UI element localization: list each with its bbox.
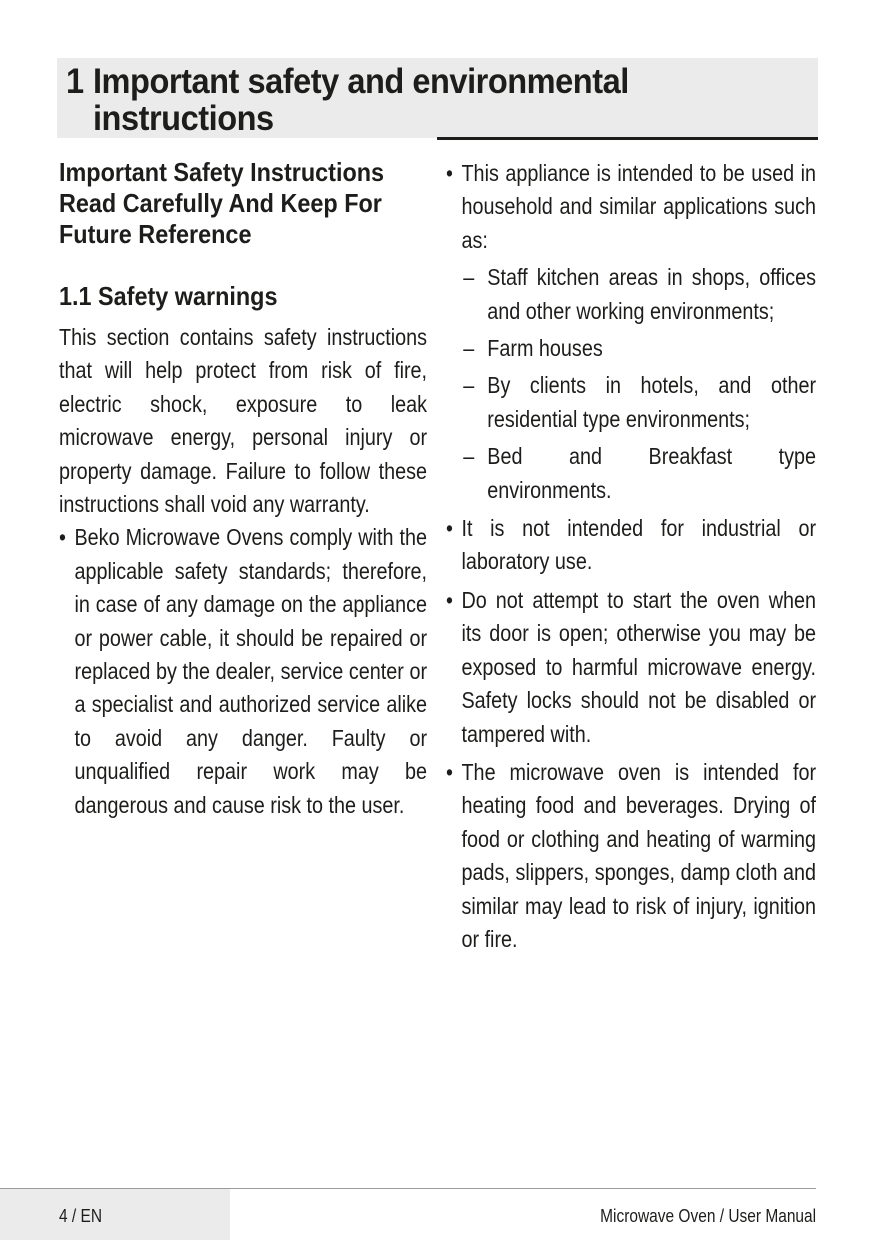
bullet-icon: • [446, 758, 453, 785]
section-heading: 1.1 Safety warnings [59, 281, 278, 311]
sub-list-item [446, 369, 816, 436]
list-item-text: Do not attempt to start the oven when its door is open; otherwise you may be exposed to harmful microwave energy. Safety locks should not be disabled or tampered with. [461, 586, 817, 747]
dash-icon: – [463, 264, 475, 291]
sub-list-item-text: Bed and Breakfast type environments. [487, 443, 817, 503]
footer-page-band [0, 1189, 230, 1240]
chapter-header-rule [437, 137, 818, 140]
footer-document-title: Microwave Oven / User Manual [600, 1206, 816, 1226]
right-column [446, 157, 816, 956]
sub-list-item [446, 261, 816, 328]
chapter-number: 1 [66, 62, 84, 101]
list-item [446, 157, 816, 257]
dash-icon: – [463, 372, 475, 399]
dash-icon: – [463, 443, 475, 470]
bullet-icon: • [446, 160, 453, 186]
chapter-title-text: Important safety and environmental instructions [92, 62, 629, 138]
sub-list-item-text: By clients in hotels, and other residential type environments; [487, 372, 817, 432]
section-paragraph: This section contains safety instructions that will help protect from risk of fire, electric shock, exposure to leak microwave energy, personal injury or property damage. Failure to follow these instructions shall void any warranty. [59, 324, 428, 518]
list-item-text: The microwave oven is intended for heating food and beverages. Drying of food or clothing and heating of warming pads, slippers, sponges, damp cloth and similar may lead to risk of injury, ignition or fire. [461, 758, 817, 952]
list-item-text: Beko Microwave Ovens comply with the applicable safety standards; therefore, in case of any damage on the appliance or power cable, it should be repaired or replaced by the dealer, service center or a specialist and authorized service alike to avoid any danger. Faulty or unqualified repair work may be dangerous and cause risk to the user. [74, 524, 428, 818]
bullet-icon: • [446, 586, 453, 613]
chapter-title [66, 63, 754, 137]
sub-list-item [446, 440, 816, 507]
list-item-text: It is not intended for industrial or laboratory use. [461, 515, 817, 575]
sub-list-item-text: Farm houses [487, 335, 603, 362]
bullet-icon: • [446, 515, 453, 542]
list-item [59, 521, 427, 822]
intro-heading: Important Safety Instructions Read Carefully And Keep For Future Reference [59, 157, 385, 249]
footer-page-number: 4 / EN [59, 1206, 103, 1226]
list-item [446, 756, 816, 956]
left-column [59, 157, 427, 822]
sub-list-item [446, 332, 816, 365]
dash-icon: – [463, 335, 475, 362]
list-item [446, 512, 816, 579]
sub-list-item-text: Staff kitchen areas in shops, offices and other working environments; [487, 264, 817, 324]
bullet-icon: • [59, 524, 66, 551]
list-item-text: This appliance is intended to be used in household and similar applications such as: [461, 160, 817, 253]
list-item [446, 584, 816, 751]
